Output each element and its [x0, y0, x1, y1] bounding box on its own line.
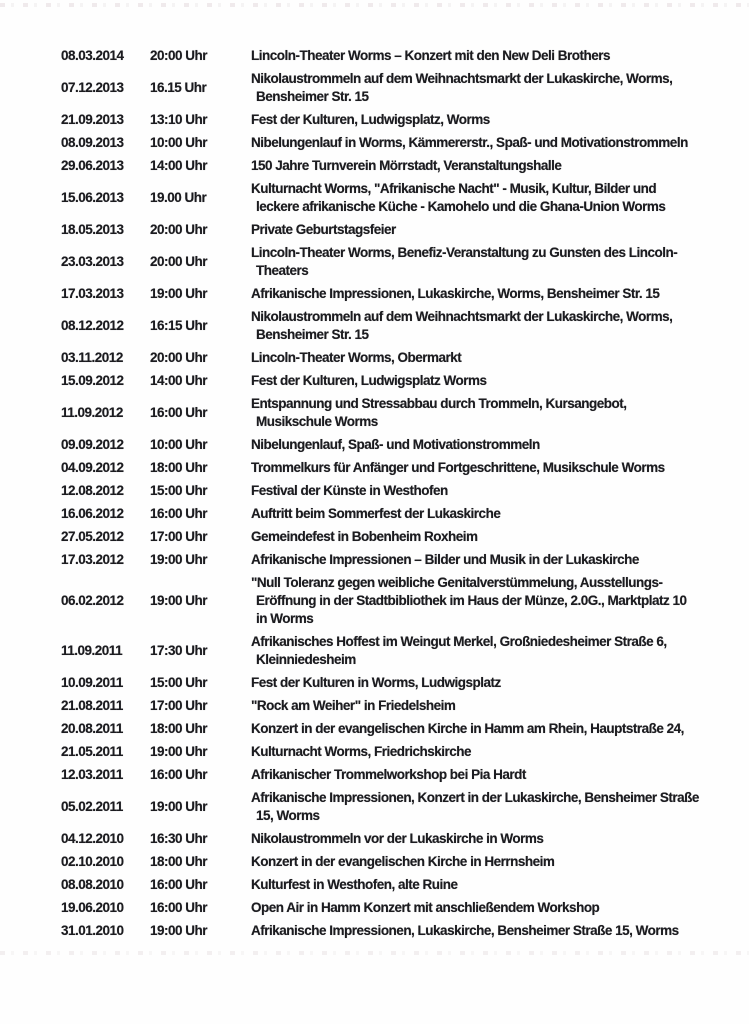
table-row: [61, 899, 723, 917]
event-time: 15:00 Uhr: [150, 675, 208, 690]
event-description-line: Kulturnacht Worms, Friedrichskirche: [251, 744, 472, 759]
event-time: 16:00 Uhr: [150, 767, 208, 782]
event-date: 19.06.2010: [61, 900, 124, 915]
table-row: [61, 70, 723, 106]
table-row: [61, 876, 723, 894]
event-description-line: 15, Worms: [256, 808, 320, 823]
event-time: 20:00 Uhr: [150, 48, 208, 63]
table-row: [61, 674, 723, 692]
table-row: [61, 766, 723, 784]
event-time: 17:00 Uhr: [150, 529, 208, 544]
event-date: 18.05.2013: [61, 222, 124, 237]
event-description-line: Bensheimer Str. 15: [256, 327, 369, 342]
event-description-line: Lincoln-Theater Worms, Benefiz-Veranstaltung zu Gunsten des Lincoln-: [251, 245, 678, 260]
event-description-line: 150 Jahre Turnverein Mörrstadt, Veranstaltungshalle: [251, 158, 562, 173]
event-description: [251, 372, 723, 390]
event-description: [251, 111, 723, 129]
event-date: 16.06.2012: [61, 506, 124, 521]
event-description-line: in Worms: [256, 611, 314, 626]
event-description: [251, 697, 723, 715]
event-description-line: Kulturnacht Worms, "Afrikanische Nacht" - Musik, Kultur, Bilder und: [251, 181, 657, 196]
event-time: 19:00 Uhr: [150, 744, 208, 759]
event-description: [251, 876, 723, 894]
event-time: 16.15 Uhr: [150, 80, 207, 95]
event-date: 20.08.2011: [61, 721, 123, 736]
event-description: [251, 157, 723, 175]
event-description-line: Private Geburtstagsfeier: [251, 222, 396, 237]
table-row: [61, 633, 723, 669]
event-time: 20:00 Uhr: [150, 350, 208, 365]
event-description-line: "Rock am Weiher" in Friedelsheim: [251, 698, 456, 713]
event-description: [251, 459, 723, 477]
event-date: 23.03.2013: [61, 254, 124, 269]
event-description-line: Musikschule Worms: [256, 414, 378, 429]
event-description-line: Gemeindefest in Bobenheim Roxheim: [251, 529, 478, 544]
event-time: 19:00 Uhr: [150, 799, 208, 814]
event-date: 21.05.2011: [61, 744, 123, 759]
event-description-line: Afrikanische Impressionen, Konzert in der Lukaskirche, Bensheimer Straße: [251, 790, 699, 805]
event-description-line: Eröffnung in der Stadtbibliothek im Haus der Münze, 2.0G., Marktplatz 10: [256, 593, 687, 608]
event-time: 17:30 Uhr: [150, 643, 208, 658]
event-description-line: Afrikanische Impressionen – Bilder und Musik in der Lukaskirche: [251, 552, 639, 567]
table-row: [61, 349, 723, 367]
event-description-line: Festival der Künste in Westhofen: [251, 483, 448, 498]
event-date: 11.09.2011: [61, 643, 123, 658]
event-date: 10.09.2011: [61, 675, 123, 690]
event-description-line: "Null Toleranz gegen weibliche Genitalverstümmelung, Ausstellungs-: [251, 575, 663, 590]
event-date: 12.08.2012: [61, 483, 124, 498]
table-row: [61, 697, 723, 715]
event-description-line: Nibelungenlauf, Spaß- und Motivationstrommeln: [251, 437, 540, 452]
event-time: 19:00 Uhr: [150, 552, 208, 567]
table-row: [61, 372, 723, 390]
event-description: [251, 221, 723, 239]
event-description-line: leckere afrikanische Küche - Kamohelo und die Ghana-Union Worms: [256, 199, 666, 214]
table-row: [61, 789, 723, 825]
event-description-line: Open Air in Hamm Konzert mit anschließendem Workshop: [251, 900, 600, 915]
event-time: 10:00 Uhr: [150, 135, 208, 150]
event-description: [251, 482, 723, 500]
event-description-line: Fest der Kulturen in Worms, Ludwigsplatz: [251, 675, 501, 690]
event-description: [251, 899, 723, 917]
event-date: 15.09.2012: [61, 373, 124, 388]
event-time: 14:00 Uhr: [150, 373, 208, 388]
event-date: 11.09.2012: [61, 405, 123, 420]
event-time: 13:10 Uhr: [150, 112, 208, 127]
event-time: 17:00 Uhr: [150, 698, 208, 713]
event-description-line: Afrikanische Impressionen, Lukaskirche, Worms, Bensheimer Str. 15: [251, 286, 660, 301]
table-row: [61, 244, 723, 280]
event-date: 06.02.2012: [61, 593, 124, 608]
event-description-line: Nibelungenlauf in Worms, Kämmererstr., Spaß- und Motivationstrommeln: [251, 135, 688, 150]
event-description: [251, 47, 723, 65]
event-description: [251, 70, 723, 106]
event-time: 20:00 Uhr: [150, 254, 208, 269]
event-list: [61, 47, 723, 945]
event-time: 19:00 Uhr: [150, 593, 208, 608]
table-row: [61, 285, 723, 303]
table-row: [61, 720, 723, 738]
table-row: [61, 482, 723, 500]
event-time: 18:00 Uhr: [150, 721, 208, 736]
table-row: [61, 134, 723, 152]
event-date: 08.12.2012: [61, 318, 124, 333]
event-date: 21.09.2013: [61, 112, 124, 127]
table-row: [61, 743, 723, 761]
event-description-line: Bensheimer Str. 15: [256, 89, 369, 104]
event-description: [251, 528, 723, 546]
event-time: 16:00 Uhr: [150, 506, 208, 521]
event-time: 19.00 Uhr: [150, 190, 207, 205]
event-date: 04.09.2012: [61, 460, 124, 475]
event-description-line: Lincoln-Theater Worms, Obermarkt: [251, 350, 462, 365]
event-description: [251, 395, 723, 431]
scan-artifact-top: [0, 3, 749, 7]
event-description: [251, 633, 723, 669]
event-description: [251, 720, 723, 738]
table-row: [61, 111, 723, 129]
event-date: 21.08.2011: [61, 698, 123, 713]
event-date: 08.03.2014: [61, 48, 124, 63]
table-row: [61, 459, 723, 477]
event-description: [251, 743, 723, 761]
event-description-line: Konzert in der evangelischen Kirche in Hamm am Rhein, Hauptstraße 24,: [251, 721, 684, 736]
event-time: 15:00 Uhr: [150, 483, 208, 498]
event-description-line: Trommelkurs für Anfänger und Fortgeschrittene, Musikschule Worms: [251, 460, 665, 475]
event-description-line: Auftritt beim Sommerfest der Lukaskirche: [251, 506, 501, 521]
event-description-line: Theaters: [256, 263, 309, 278]
event-time: 16:00 Uhr: [150, 405, 208, 420]
scan-artifact-bottom: [0, 951, 749, 955]
event-time: 19:00 Uhr: [150, 923, 208, 938]
event-description-line: Afrikanischer Trommelworkshop bei Pia Hardt: [251, 767, 526, 782]
event-date: 03.11.2012: [61, 350, 123, 365]
event-description: [251, 674, 723, 692]
event-description: [251, 244, 723, 280]
event-description-line: Nikolaustrommeln auf dem Weihnachtsmarkt der Lukaskirche, Worms,: [251, 309, 673, 324]
event-description: [251, 505, 723, 523]
event-time: 18:00 Uhr: [150, 460, 208, 475]
event-time: 18:00 Uhr: [150, 854, 208, 869]
event-description: [251, 853, 723, 871]
table-row: [61, 574, 723, 628]
event-time: 10:00 Uhr: [150, 437, 208, 452]
event-description-line: Afrikanische Impressionen, Lukaskirche, Bensheimer Straße 15, Worms: [251, 923, 679, 938]
event-time: 14:00 Uhr: [150, 158, 208, 173]
event-description: [251, 574, 723, 628]
event-description-line: Afrikanisches Hoffest im Weingut Merkel, Großniedesheimer Straße 6,: [251, 634, 667, 649]
event-time: 16:00 Uhr: [150, 900, 208, 915]
event-description: [251, 551, 723, 569]
event-date: 17.03.2012: [61, 552, 124, 567]
table-row: [61, 853, 723, 871]
event-time: 20:00 Uhr: [150, 222, 208, 237]
event-date: 09.09.2012: [61, 437, 124, 452]
event-description-line: Fest der Kulturen, Ludwigsplatz, Worms: [251, 112, 490, 127]
event-description-line: Nikolaustrommeln vor der Lukaskirche in Worms: [251, 831, 544, 846]
table-row: [61, 528, 723, 546]
event-date: 05.02.2011: [61, 799, 123, 814]
event-description-line: Kulturfest in Westhofen, alte Ruine: [251, 877, 458, 892]
event-date: 31.01.2010: [61, 923, 124, 938]
table-row: [61, 505, 723, 523]
table-row: [61, 395, 723, 431]
event-time: 16:00 Uhr: [150, 877, 208, 892]
event-date: 02.10.2010: [61, 854, 124, 869]
event-description: [251, 789, 723, 825]
event-date: 15.06.2013: [61, 190, 124, 205]
event-description: [251, 285, 723, 303]
event-description: [251, 308, 723, 344]
table-row: [61, 180, 723, 216]
event-description: [251, 349, 723, 367]
event-description: [251, 766, 723, 784]
event-description: [251, 134, 723, 152]
table-row: [61, 436, 723, 454]
event-date: 27.05.2012: [61, 529, 124, 544]
event-time: 19:00 Uhr: [150, 286, 208, 301]
event-date: 29.06.2013: [61, 158, 124, 173]
table-row: [61, 221, 723, 239]
event-date: 07.12.2013: [61, 80, 124, 95]
table-row: [61, 308, 723, 344]
table-row: [61, 551, 723, 569]
table-row: [61, 830, 723, 848]
table-row: [61, 157, 723, 175]
event-time: 16:30 Uhr: [150, 831, 208, 846]
event-date: 08.09.2013: [61, 135, 124, 150]
event-description-line: Lincoln-Theater Worms – Konzert mit den New Deli Brothers: [251, 48, 611, 63]
event-description: [251, 180, 723, 216]
event-description-line: Nikolaustrommeln auf dem Weihnachtsmarkt der Lukaskirche, Worms,: [251, 71, 673, 86]
event-date: 17.03.2013: [61, 286, 124, 301]
event-description: [251, 436, 723, 454]
event-description: [251, 922, 723, 940]
table-row: [61, 922, 723, 940]
event-description-line: Konzert in der evangelischen Kirche in Herrnsheim: [251, 854, 555, 869]
table-row: [61, 47, 723, 65]
event-description-line: Kleinniedesheim: [256, 652, 356, 667]
event-description: [251, 830, 723, 848]
event-description-line: Fest der Kulturen, Ludwigsplatz Worms: [251, 373, 487, 388]
event-description-line: Entspannung und Stressabbau durch Trommeln, Kursangebot,: [251, 396, 627, 411]
event-time: 16:15 Uhr: [150, 318, 208, 333]
event-date: 08.08.2010: [61, 877, 124, 892]
event-date: 04.12.2010: [61, 831, 124, 846]
event-date: 12.03.2011: [61, 767, 123, 782]
